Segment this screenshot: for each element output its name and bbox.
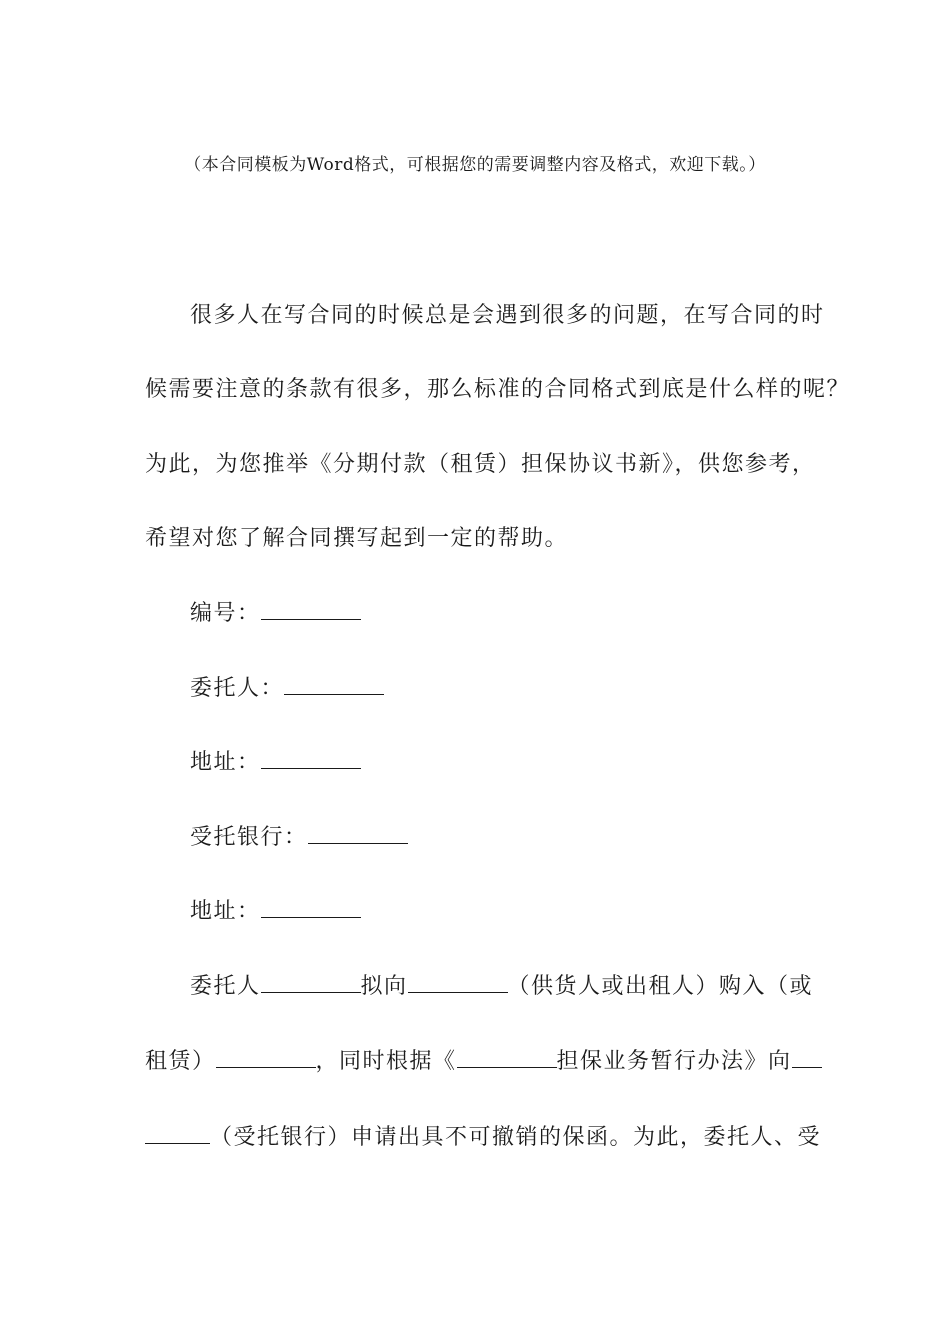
client-name-blank bbox=[261, 974, 361, 993]
intro-line-3: 为此，为您推举《分期付款（租赁）担保协议书新》，供您参考， bbox=[145, 452, 816, 477]
body-text: 租赁） bbox=[145, 1049, 216, 1074]
client-address-label: 地址： bbox=[190, 750, 261, 775]
client-blank bbox=[284, 676, 384, 695]
number-label: 编号： bbox=[190, 601, 261, 626]
client-address-field bbox=[190, 745, 361, 776]
bank-address-label: 地址： bbox=[190, 899, 261, 924]
client-field bbox=[190, 671, 384, 702]
client-address-blank bbox=[261, 750, 361, 769]
supplier-blank bbox=[408, 974, 508, 993]
number-blank bbox=[261, 601, 361, 620]
bank-name-blank-end bbox=[145, 1125, 210, 1144]
template-note: （本合同模板为Word格式，可根据您的需要调整内容及格式，欢迎下载。） bbox=[184, 155, 766, 175]
body-line-2 bbox=[145, 1044, 822, 1075]
body-text: （供货人或出租人）购入（或 bbox=[507, 974, 814, 999]
bank-address-field bbox=[190, 894, 361, 925]
body-line-1 bbox=[190, 969, 813, 1000]
intro-line-1: 很多人在写合同的时候总是会遇到很多的问题，在写合同的时 bbox=[190, 303, 825, 328]
bank-name-blank-start bbox=[792, 1049, 822, 1068]
bank-blank bbox=[308, 825, 408, 844]
body-line-3 bbox=[145, 1120, 821, 1151]
body-text: 拟向 bbox=[360, 974, 408, 999]
body-text: （受托银行）申请出具不可撤销的保函。为此，委托人、受 bbox=[210, 1125, 822, 1150]
regulation-blank bbox=[457, 1049, 557, 1068]
bank-field bbox=[190, 820, 408, 851]
body-text: 担保业务暂行办法》向 bbox=[556, 1049, 792, 1074]
bank-label: 受托银行： bbox=[190, 825, 308, 850]
intro-line-4: 希望对您了解合同撰写起到一定的帮助。 bbox=[145, 526, 569, 551]
number-field bbox=[190, 596, 361, 627]
body-text: ，同时根据《 bbox=[315, 1049, 457, 1074]
client-label: 委托人： bbox=[190, 676, 285, 701]
body-text: 委托人 bbox=[190, 974, 261, 999]
intro-line-2: 候需要注意的条款有很多，那么标准的合同格式到底是什么样的呢？ bbox=[145, 377, 851, 402]
goods-blank bbox=[216, 1049, 316, 1068]
bank-address-blank bbox=[261, 899, 361, 918]
